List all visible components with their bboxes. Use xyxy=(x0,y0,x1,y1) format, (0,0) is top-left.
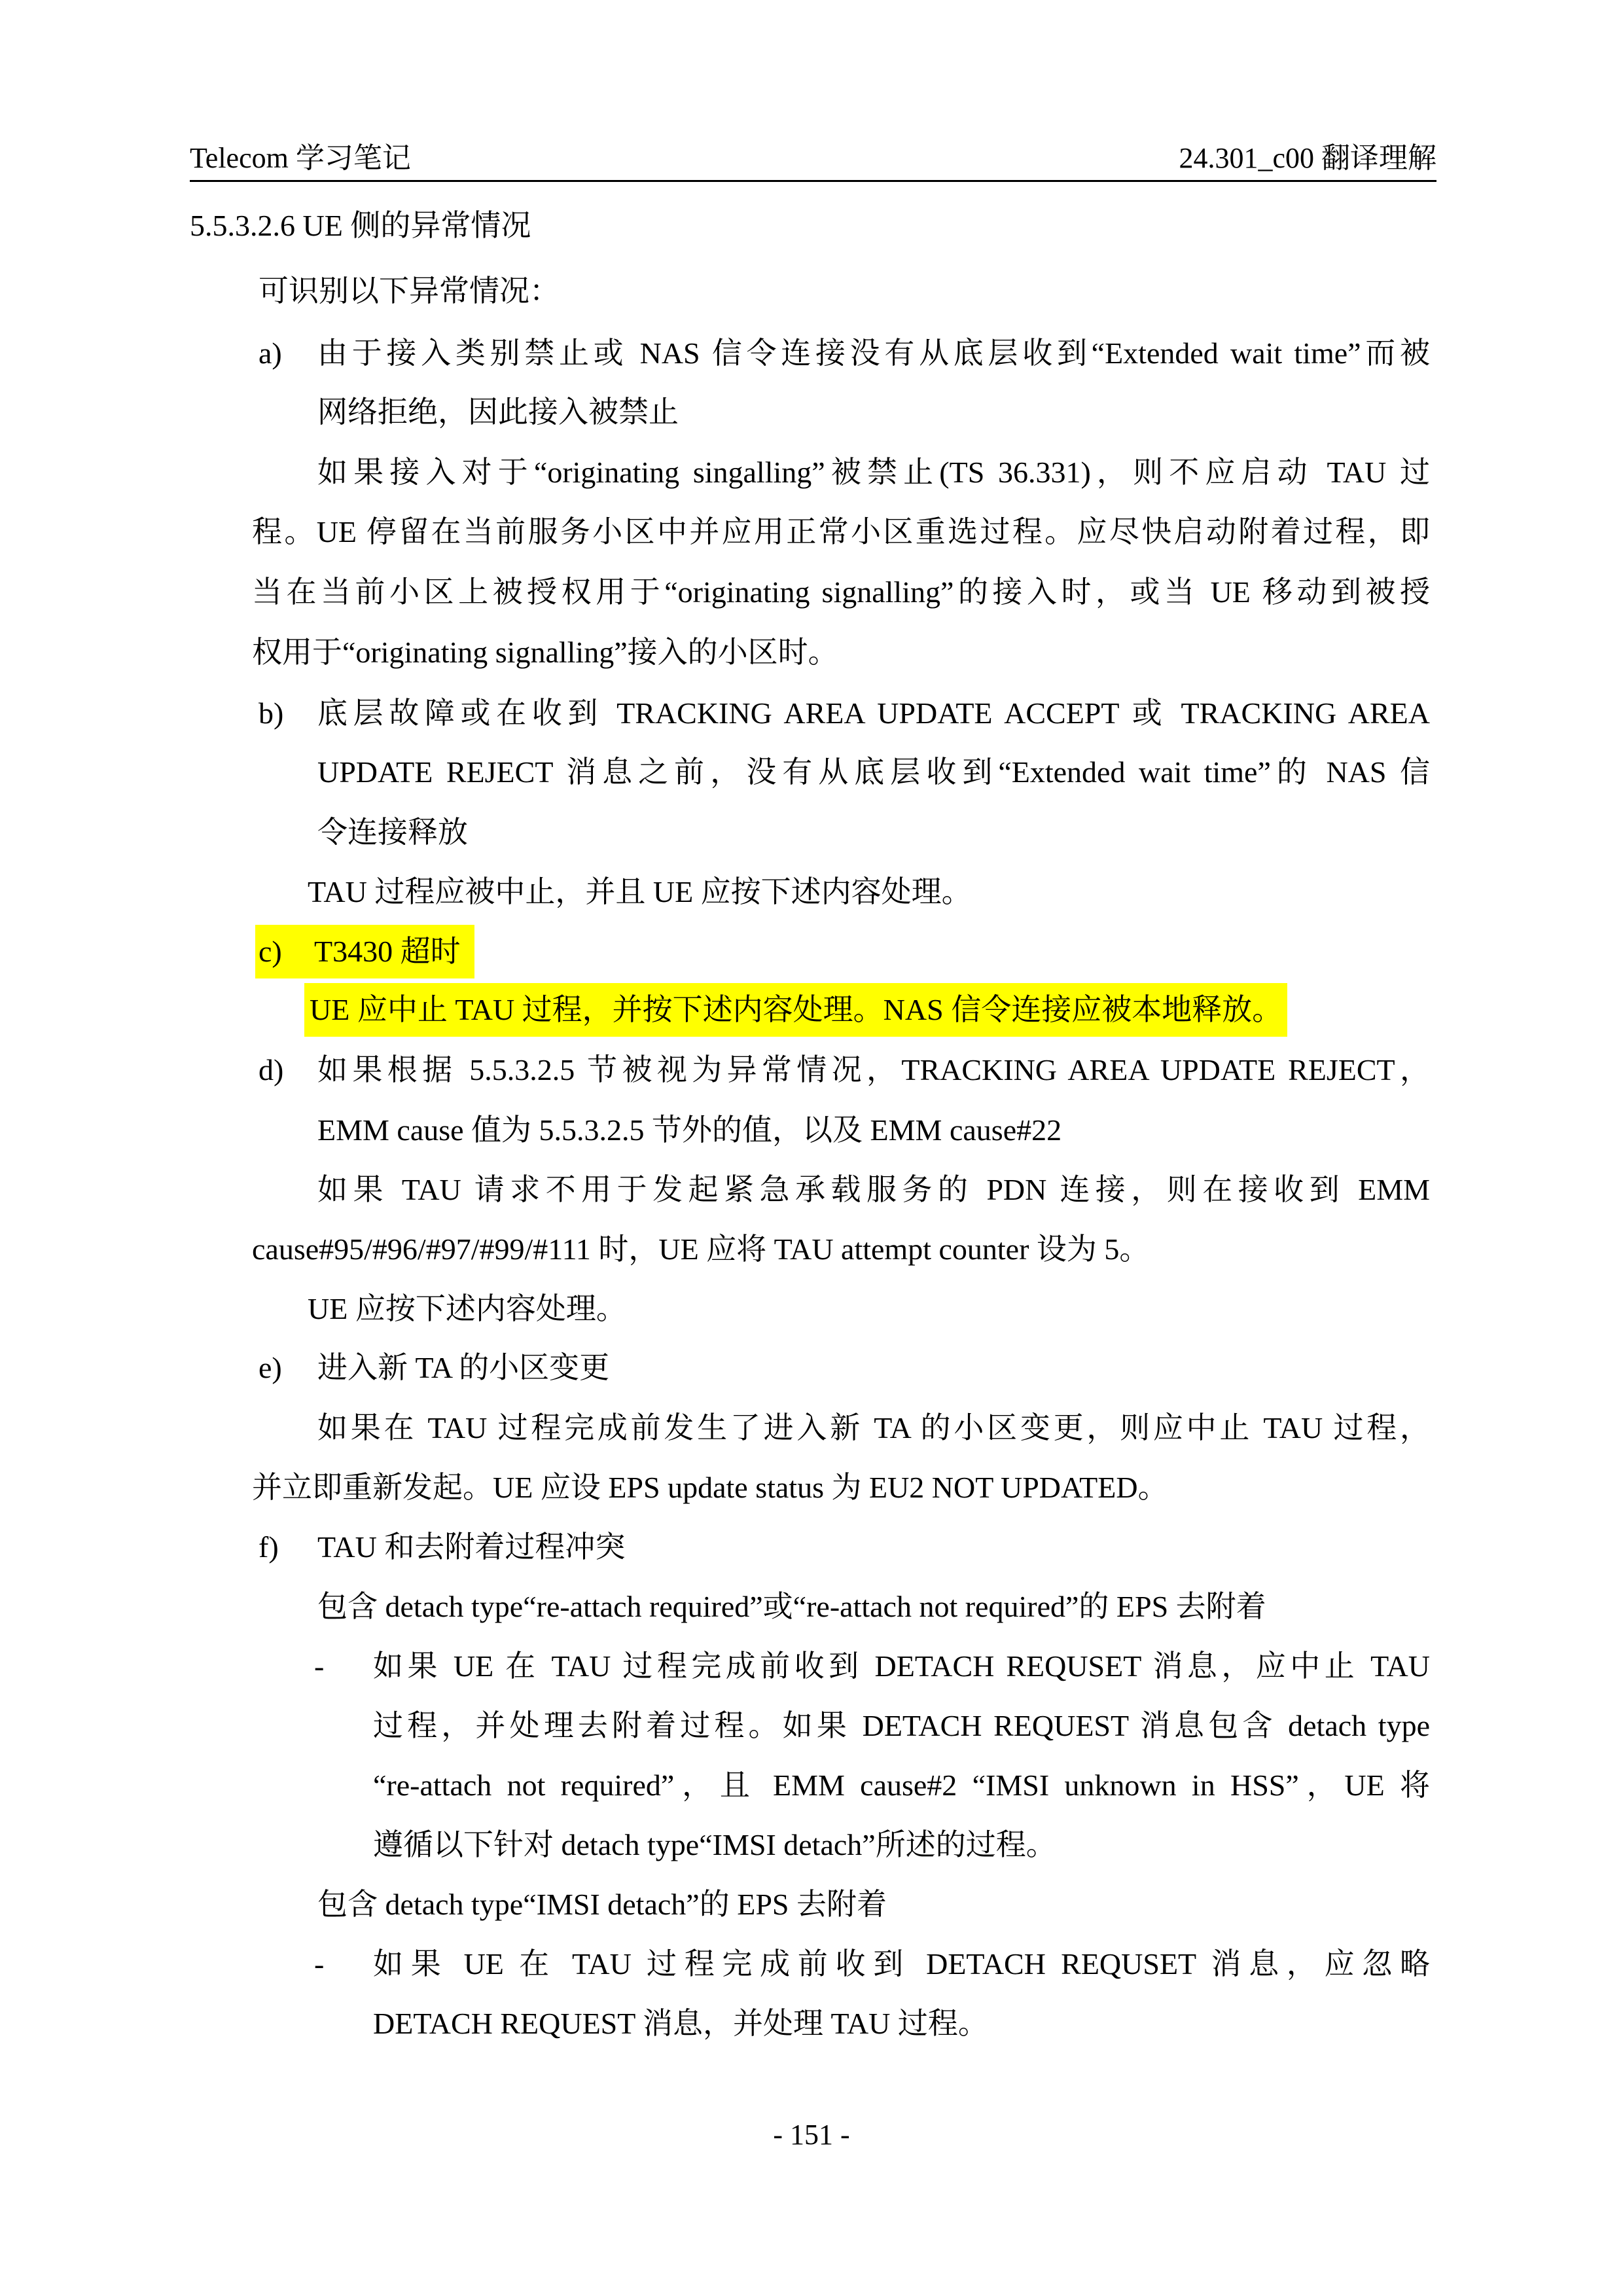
item-a-para3: 当在当前小区上被授权用于“originating signalling”的接入时，或当 UE 移动到被授 xyxy=(252,575,1430,609)
item-f-bullet2-line2: DETACH REQUEST 消息，并处理 TAU 过程。 xyxy=(373,2007,988,2040)
item-a-line1: 由于接入类别禁止或 NAS 信令连接没有从底层收到“Extended wait time”而被 xyxy=(317,336,1430,370)
item-c-highlight-row xyxy=(255,925,474,978)
item-f-line1: TAU 和去附着过程冲突 xyxy=(317,1530,626,1564)
item-f-bullet1-line1: 如果 UE 在 TAU 过程完成前收到 DETACH REQUSET 消息，应中止 TAU xyxy=(373,1649,1430,1683)
header-divider xyxy=(190,180,1436,182)
item-c-para1: UE 应中止 TAU 过程，并按下述内容处理。NAS 信令连接应被本地释放。 xyxy=(304,983,1287,1037)
item-f-bullet-dash-1: - xyxy=(314,1649,325,1683)
item-d-marker: d) xyxy=(259,1053,284,1086)
item-f-bullet1-line3: “re-attach not required”，且 EMM cause#2 “IMSI unknown in HSS”，UE 将 xyxy=(373,1768,1430,1802)
item-d-line2: EMM cause 值为 5.5.3.2.5 节外的值，以及 EMM cause#22 xyxy=(317,1113,1062,1147)
item-a-line2: 网络拒绝，因此接入被禁止 xyxy=(317,395,679,429)
item-b-para1: TAU 过程应被中止，并且 UE 应按下述内容处理。 xyxy=(308,875,972,908)
item-f-bullet1-line2: 过程，并处理去附着过程。如果 DETACH REQUEST 消息包含 detach type xyxy=(373,1709,1430,1742)
item-e-para2: 并立即重新发起。UE 应设 EPS update status 为 EU2 NOT UPDATED。 xyxy=(252,1471,1168,1504)
item-e-marker: e) xyxy=(259,1351,282,1384)
item-c-line1: T3430 超时 xyxy=(314,935,461,968)
section-title: 5.5.3.2.6 UE 侧的异常情况 xyxy=(190,209,531,242)
item-b-line2: UPDATE REJECT 消息之前，没有从底层收到“Extended wait time”的 NAS 信 xyxy=(317,755,1430,789)
item-a-marker: a) xyxy=(259,336,282,370)
item-f-bullet1-line4: 遵循以下针对 detach type“IMSI detach”所述的过程。 xyxy=(373,1828,1056,1861)
page-number: - 151 - xyxy=(773,2119,850,2151)
item-d-para3: UE 应按下述内容处理。 xyxy=(308,1292,626,1325)
item-f-bullet2-line1: 如果 UE 在 TAU 过程完成前收到 DETACH REQUSET 消息，应忽略 xyxy=(373,1947,1430,1981)
intro-text: 可识别以下异常情况： xyxy=(259,274,560,308)
item-a-para2: 程。UE 停留在当前服务小区中并应用正常小区重选过程。应尽快启动附着过程，即 xyxy=(252,515,1430,548)
item-a-para1: 如果接入对于“originating singalling”被禁止(TS 36.331)，则不应启动 TAU 过 xyxy=(317,456,1430,489)
header-left: Telecom 学习笔记 xyxy=(190,142,411,174)
item-d-line1: 如果根据 5.5.3.2.5 节被视为异常情况，TRACKING AREA UPDATE REJECT， xyxy=(317,1053,1430,1086)
item-b-line1: 底层故障或在收到 TRACKING AREA UPDATE ACCEPT 或 TRACKING AREA xyxy=(317,696,1430,730)
item-a-para4: 权用于“originating signalling”接入的小区时。 xyxy=(252,636,838,669)
item-f-subheading-2: 包含 detach type“IMSI detach”的 EPS 去附着 xyxy=(317,1888,887,1921)
item-f-subheading-1: 包含 detach type“re-attach required”或“re-attach not required”的 EPS 去附着 xyxy=(317,1590,1266,1623)
item-d-para1: 如果 TAU 请求不用于发起紧急承载服务的 PDN 连接，则在接收到 EMM xyxy=(317,1173,1430,1206)
item-b-marker: b) xyxy=(259,696,284,730)
item-b-line3: 令连接释放 xyxy=(317,816,468,849)
item-d-para2: cause#95/#96/#97/#99/#111 时，UE 应将 TAU attempt counter 设为 5。 xyxy=(252,1232,1150,1266)
header-right: 24.301_c00 翻译理解 xyxy=(1179,142,1436,174)
item-f-marker: f) xyxy=(259,1530,279,1564)
item-f-bullet-dash-2: - xyxy=(314,1947,325,1981)
item-c-marker: c) xyxy=(259,935,282,968)
item-e-line1: 进入新 TA 的小区变更 xyxy=(317,1351,610,1384)
item-e-para1: 如果在 TAU 过程完成前发生了进入新 TA 的小区变更，则应中止 TAU 过程， xyxy=(317,1411,1430,1444)
